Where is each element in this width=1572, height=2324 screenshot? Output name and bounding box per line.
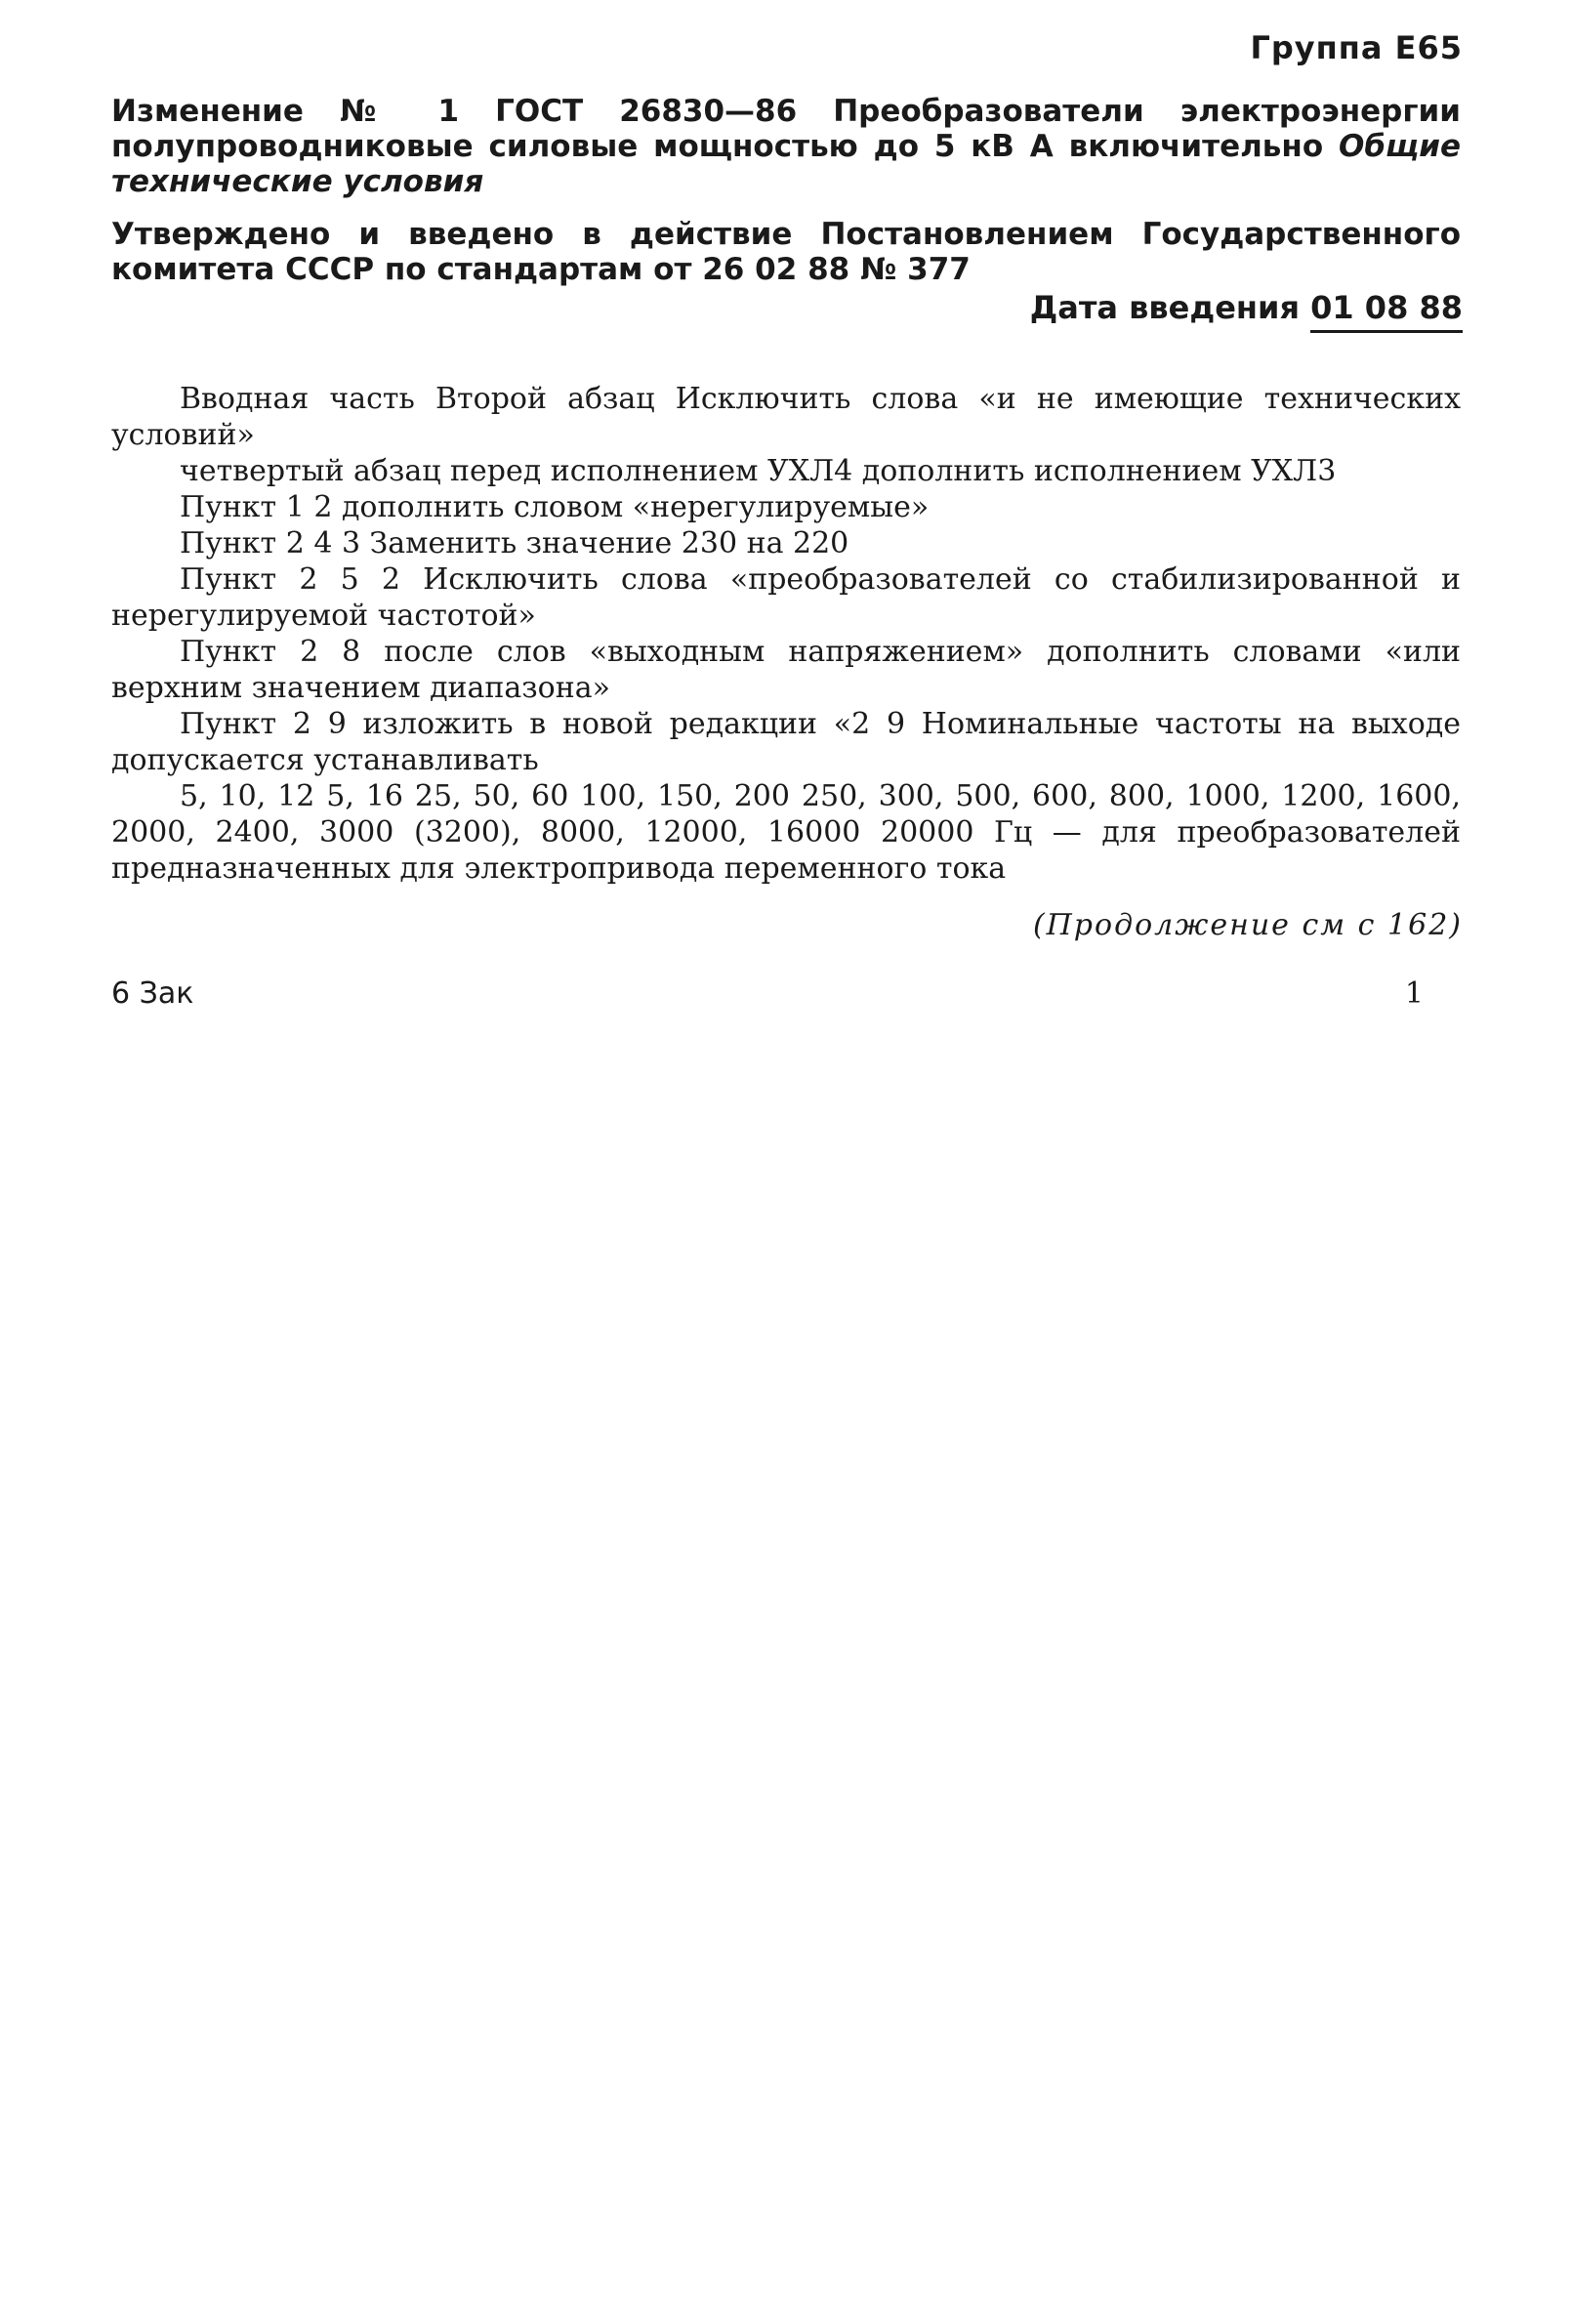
group-label: Группа Е65 <box>1250 29 1463 66</box>
amendment-title-main: Изменение № 1 ГОСТ 26830—86 Преобразователи электроэнергии полупроводниковые силовые мощностью до 5 кВ А включительно <box>111 94 1461 164</box>
paragraph: Пункт 1 2 дополнить словом «нерегулируемые» <box>180 490 930 524</box>
footer-order-number: 6 Зак <box>111 976 194 1011</box>
paragraph: четвертый абзац перед исполнением УХЛ4 дополнить исполнением УХЛ3 <box>180 454 1337 488</box>
continued-note: (Продолжение см с 162) <box>1032 908 1463 942</box>
amendment-title-subtitle: Общие технические условия <box>111 129 1462 199</box>
footer-page-number: 1 <box>1404 976 1424 1011</box>
paragraph: Вводная часть Второй абзац Исключить слова «и не имеющие технических условий» <box>111 382 1461 452</box>
paragraph: Пункт 2 5 2 Исключить слова «преобразователей со стабилизированной и нерегулируемой частотой» <box>111 562 1461 633</box>
effective-date-value: 01 08 88 <box>1310 289 1463 333</box>
paragraph: Пункт 2 9 изложить в новой редакции «2 9 Номинальные частоты на выходе допускается устанавливать <box>111 707 1461 777</box>
effective-date <box>1030 289 1463 333</box>
amendment-title <box>111 94 1461 199</box>
paragraph: 5, 10, 12 5, 16 25, 50, 60 100, 150, 200 250, 300, 500, 600, 800, 1000, 1200, 1600, 2000, 2400, 3000 (3200), 8000, 12000, 16000 20000 Гц — для преобразователей предназначенных для электропривода переменного тока <box>111 779 1461 886</box>
effective-date-label: Дата введения <box>1029 289 1300 326</box>
paragraph: Пункт 2 8 после слов «выходным напряжением» дополнить словами «или верхним значением диапазона» <box>111 635 1461 705</box>
paragraph: Пункт 2 4 3 Заменить значение 230 на 220 <box>180 526 849 560</box>
amendment-body <box>111 381 1461 887</box>
approval-statement: Утверждено и введено в действие Постановлением Государственного комитета СССР по стандартам от 26 02 88 № 377 <box>111 217 1461 287</box>
